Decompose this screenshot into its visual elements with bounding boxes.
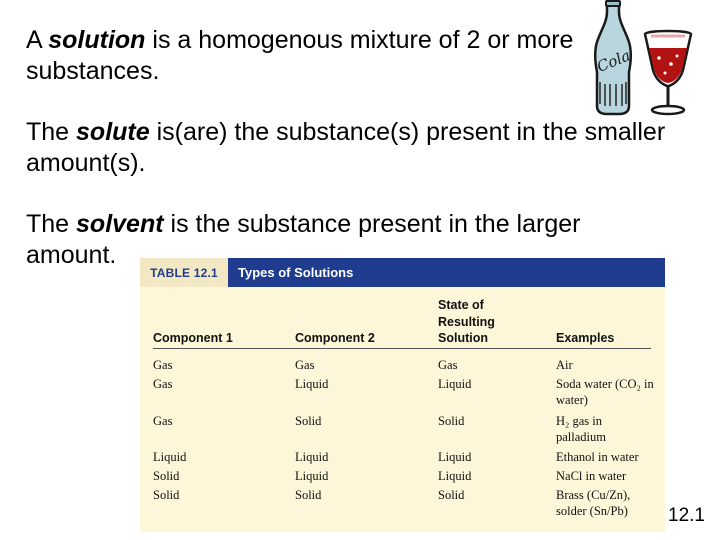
table-cell: Gas (295, 358, 315, 372)
soda-illustration (585, 0, 700, 120)
solute-definition: The solute is(are) the substance(s) present in the smaller amount(s). (26, 118, 666, 177)
soda-glass-icon (645, 31, 691, 114)
table-cell: Liquid (438, 377, 472, 391)
table-cell: Solid (295, 414, 322, 428)
term-solute: solute (76, 118, 150, 146)
table-cell: Gas (438, 358, 458, 372)
table-cell: Air (556, 358, 573, 372)
slide-number: 12.1 (668, 505, 705, 526)
table-header-bar (140, 258, 665, 287)
solution-definition: A solution is a homogenous mixture of 2 or more substances. (26, 26, 574, 85)
table-cell: NaCl in water (556, 469, 627, 483)
table-cell: Solid (153, 469, 180, 483)
table-cell: Gas (153, 358, 173, 372)
column-header-examples: Examples (556, 331, 615, 345)
table-cell: Gas (153, 377, 173, 391)
table-cell: Solid (295, 488, 322, 502)
column-header-component-1: Component 1 (153, 331, 233, 345)
table-cell: Liquid (295, 377, 329, 391)
table-cell: Soda water (CO₂ in water) (556, 377, 654, 407)
term-solution: solution (48, 26, 146, 54)
table-cell: Brass (Cu/Zn), solder (Sn/Pb) (556, 488, 631, 518)
table-cell: Gas (153, 414, 173, 428)
table-cell: H₂ gas in palladium (556, 414, 606, 444)
table-number: TABLE 12.1 (140, 258, 228, 287)
table-cell: Solid (153, 488, 180, 502)
table-cell: Liquid (153, 450, 187, 464)
table-cell: Solid (438, 414, 465, 428)
header-rule (153, 348, 651, 349)
table-title: Types of Solutions (238, 265, 354, 280)
column-header-state: State of Resulting Solution (438, 298, 495, 345)
table-cell: Liquid (438, 469, 472, 483)
solvent-definition: The solvent is the substance present in the larger amount. (26, 210, 581, 269)
bottle-label: Cola (594, 46, 633, 76)
cola-bottle-icon (594, 1, 632, 114)
types-of-solutions-table (140, 258, 665, 532)
table-cell: Liquid (295, 450, 329, 464)
term-solvent: solvent (76, 210, 164, 238)
table-cell: Liquid (295, 469, 329, 483)
column-header-component-2: Component 2 (295, 331, 375, 345)
table-cell: Liquid (438, 450, 472, 464)
table-cell: Solid (438, 488, 465, 502)
table-cell: Ethanol in water (556, 450, 639, 464)
